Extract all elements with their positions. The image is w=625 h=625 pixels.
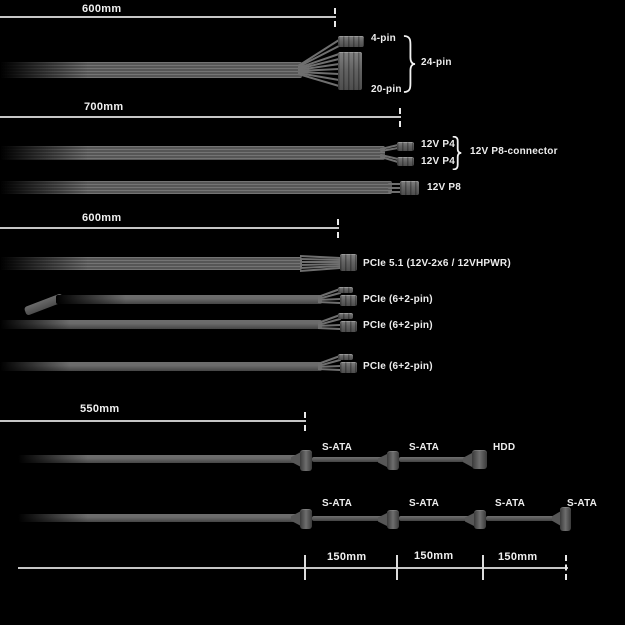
sata-hdd-trunk-cable — [18, 455, 306, 463]
cpu-p8-connector — [400, 181, 419, 195]
sata-hdd-label-2: S-ATA — [409, 442, 440, 453]
atx-brace-icon — [403, 35, 416, 93]
sata-hdd-label-1: S-ATA — [322, 442, 353, 453]
pcie-hpwr-cable — [0, 257, 302, 270]
segment-measure-line — [18, 567, 568, 569]
sata-crimp-2 — [378, 513, 387, 526]
pcie-6pin-connector-2 — [340, 321, 357, 332]
atx-measure-line — [0, 16, 336, 18]
cpu-brace-icon — [452, 136, 462, 170]
segment-tick-2 — [396, 555, 398, 580]
pcie-measure-line — [0, 227, 339, 229]
pcie-2pin-connector-2 — [338, 313, 353, 319]
segment-length-label-2: 150mm — [414, 550, 454, 562]
sata-crimp-3 — [465, 513, 474, 526]
sata-measure-line — [0, 420, 306, 422]
hdd-connector — [472, 450, 487, 469]
sata-label-1: S-ATA — [322, 498, 353, 509]
pcie-label-3: PCIe (6+2-pin) — [363, 361, 433, 372]
pcie-6pin-connector-3 — [340, 362, 357, 373]
cpu-p4-label-top: 12V P4 — [421, 139, 456, 150]
sata-measure-tick — [304, 412, 306, 431]
atx-4pin-connector — [338, 36, 364, 47]
cpu-measure-tick — [399, 108, 401, 127]
sata-hdd-connector-2 — [387, 451, 399, 470]
atx-24pin-label: 24-pin — [421, 57, 452, 68]
cpu-length-label: 700mm — [84, 101, 124, 113]
atx-wire-fan-icon — [298, 34, 340, 94]
sata-hdd-connector-1 — [300, 450, 312, 471]
pcie-hpwr-connector — [340, 254, 357, 271]
cpu-cable-2 — [0, 181, 392, 194]
sata-hdd-crimp-2 — [378, 454, 387, 467]
atx-4pin-label: 4-pin — [371, 33, 396, 44]
sata-connector-3 — [474, 510, 486, 529]
segment-length-label-3: 150mm — [498, 551, 538, 563]
sata-hdd-segment-2 — [399, 457, 473, 462]
segment-tick-4 — [565, 555, 567, 580]
atx-20pin-label: 20-pin — [371, 84, 402, 95]
cpu-p8-connector-label: 12V P8-connector — [470, 146, 558, 157]
pcie-cable-1 — [56, 295, 322, 304]
pcie-measure-tick — [337, 219, 339, 238]
sata-segment-1 — [312, 516, 388, 521]
pcie-label-1: PCIe (6+2-pin) — [363, 294, 433, 305]
sata-label-4: S-ATA — [567, 498, 598, 509]
sata-connector-4 — [560, 507, 571, 531]
pcie-length-label: 600mm — [82, 212, 122, 224]
sata-segment-2 — [399, 516, 475, 521]
pcie-2pin-connector-3 — [338, 354, 353, 360]
pcie-cable-3 — [0, 362, 322, 371]
sata-label-3: S-ATA — [495, 498, 526, 509]
pcie-hpwr-label: PCIe 5.1 (12V-2x6 / 12VHPWR) — [363, 258, 511, 269]
atx-measure-tick — [334, 8, 336, 27]
pcie-hpwr-fan-icon — [300, 252, 340, 274]
cpu-p4-connector-bottom — [397, 157, 414, 166]
sata-connector-1 — [300, 509, 312, 529]
cpu-p4-label-bottom: 12V P4 — [421, 156, 456, 167]
cpu-cable-1 — [0, 146, 385, 160]
atx-length-label: 600mm — [82, 3, 122, 15]
pcie-cable-2 — [0, 320, 322, 329]
sata-hdd-segment-1 — [312, 457, 388, 462]
sata-label-2: S-ATA — [409, 498, 440, 509]
segment-tick-1 — [304, 555, 306, 580]
atx-20pin-connector — [338, 52, 362, 90]
sata-connector-2 — [387, 510, 399, 529]
cpu-measure-line — [0, 116, 401, 118]
cpu-p4-connector-top — [397, 142, 414, 151]
sata-length-label: 550mm — [80, 403, 120, 415]
pcie-label-2: PCIe (6+2-pin) — [363, 320, 433, 331]
hdd-crimp — [463, 453, 472, 467]
segment-length-label-1: 150mm — [327, 551, 367, 563]
sata-trunk-cable — [18, 514, 306, 522]
segment-tick-3 — [482, 555, 484, 580]
cpu-p8-label: 12V P8 — [427, 182, 462, 193]
hdd-label: HDD — [493, 442, 516, 453]
pcie-6pin-connector-1 — [340, 295, 357, 306]
pcie-2pin-connector-1 — [338, 287, 353, 293]
atx-cable — [0, 62, 302, 78]
sata-segment-3 — [486, 516, 561, 521]
